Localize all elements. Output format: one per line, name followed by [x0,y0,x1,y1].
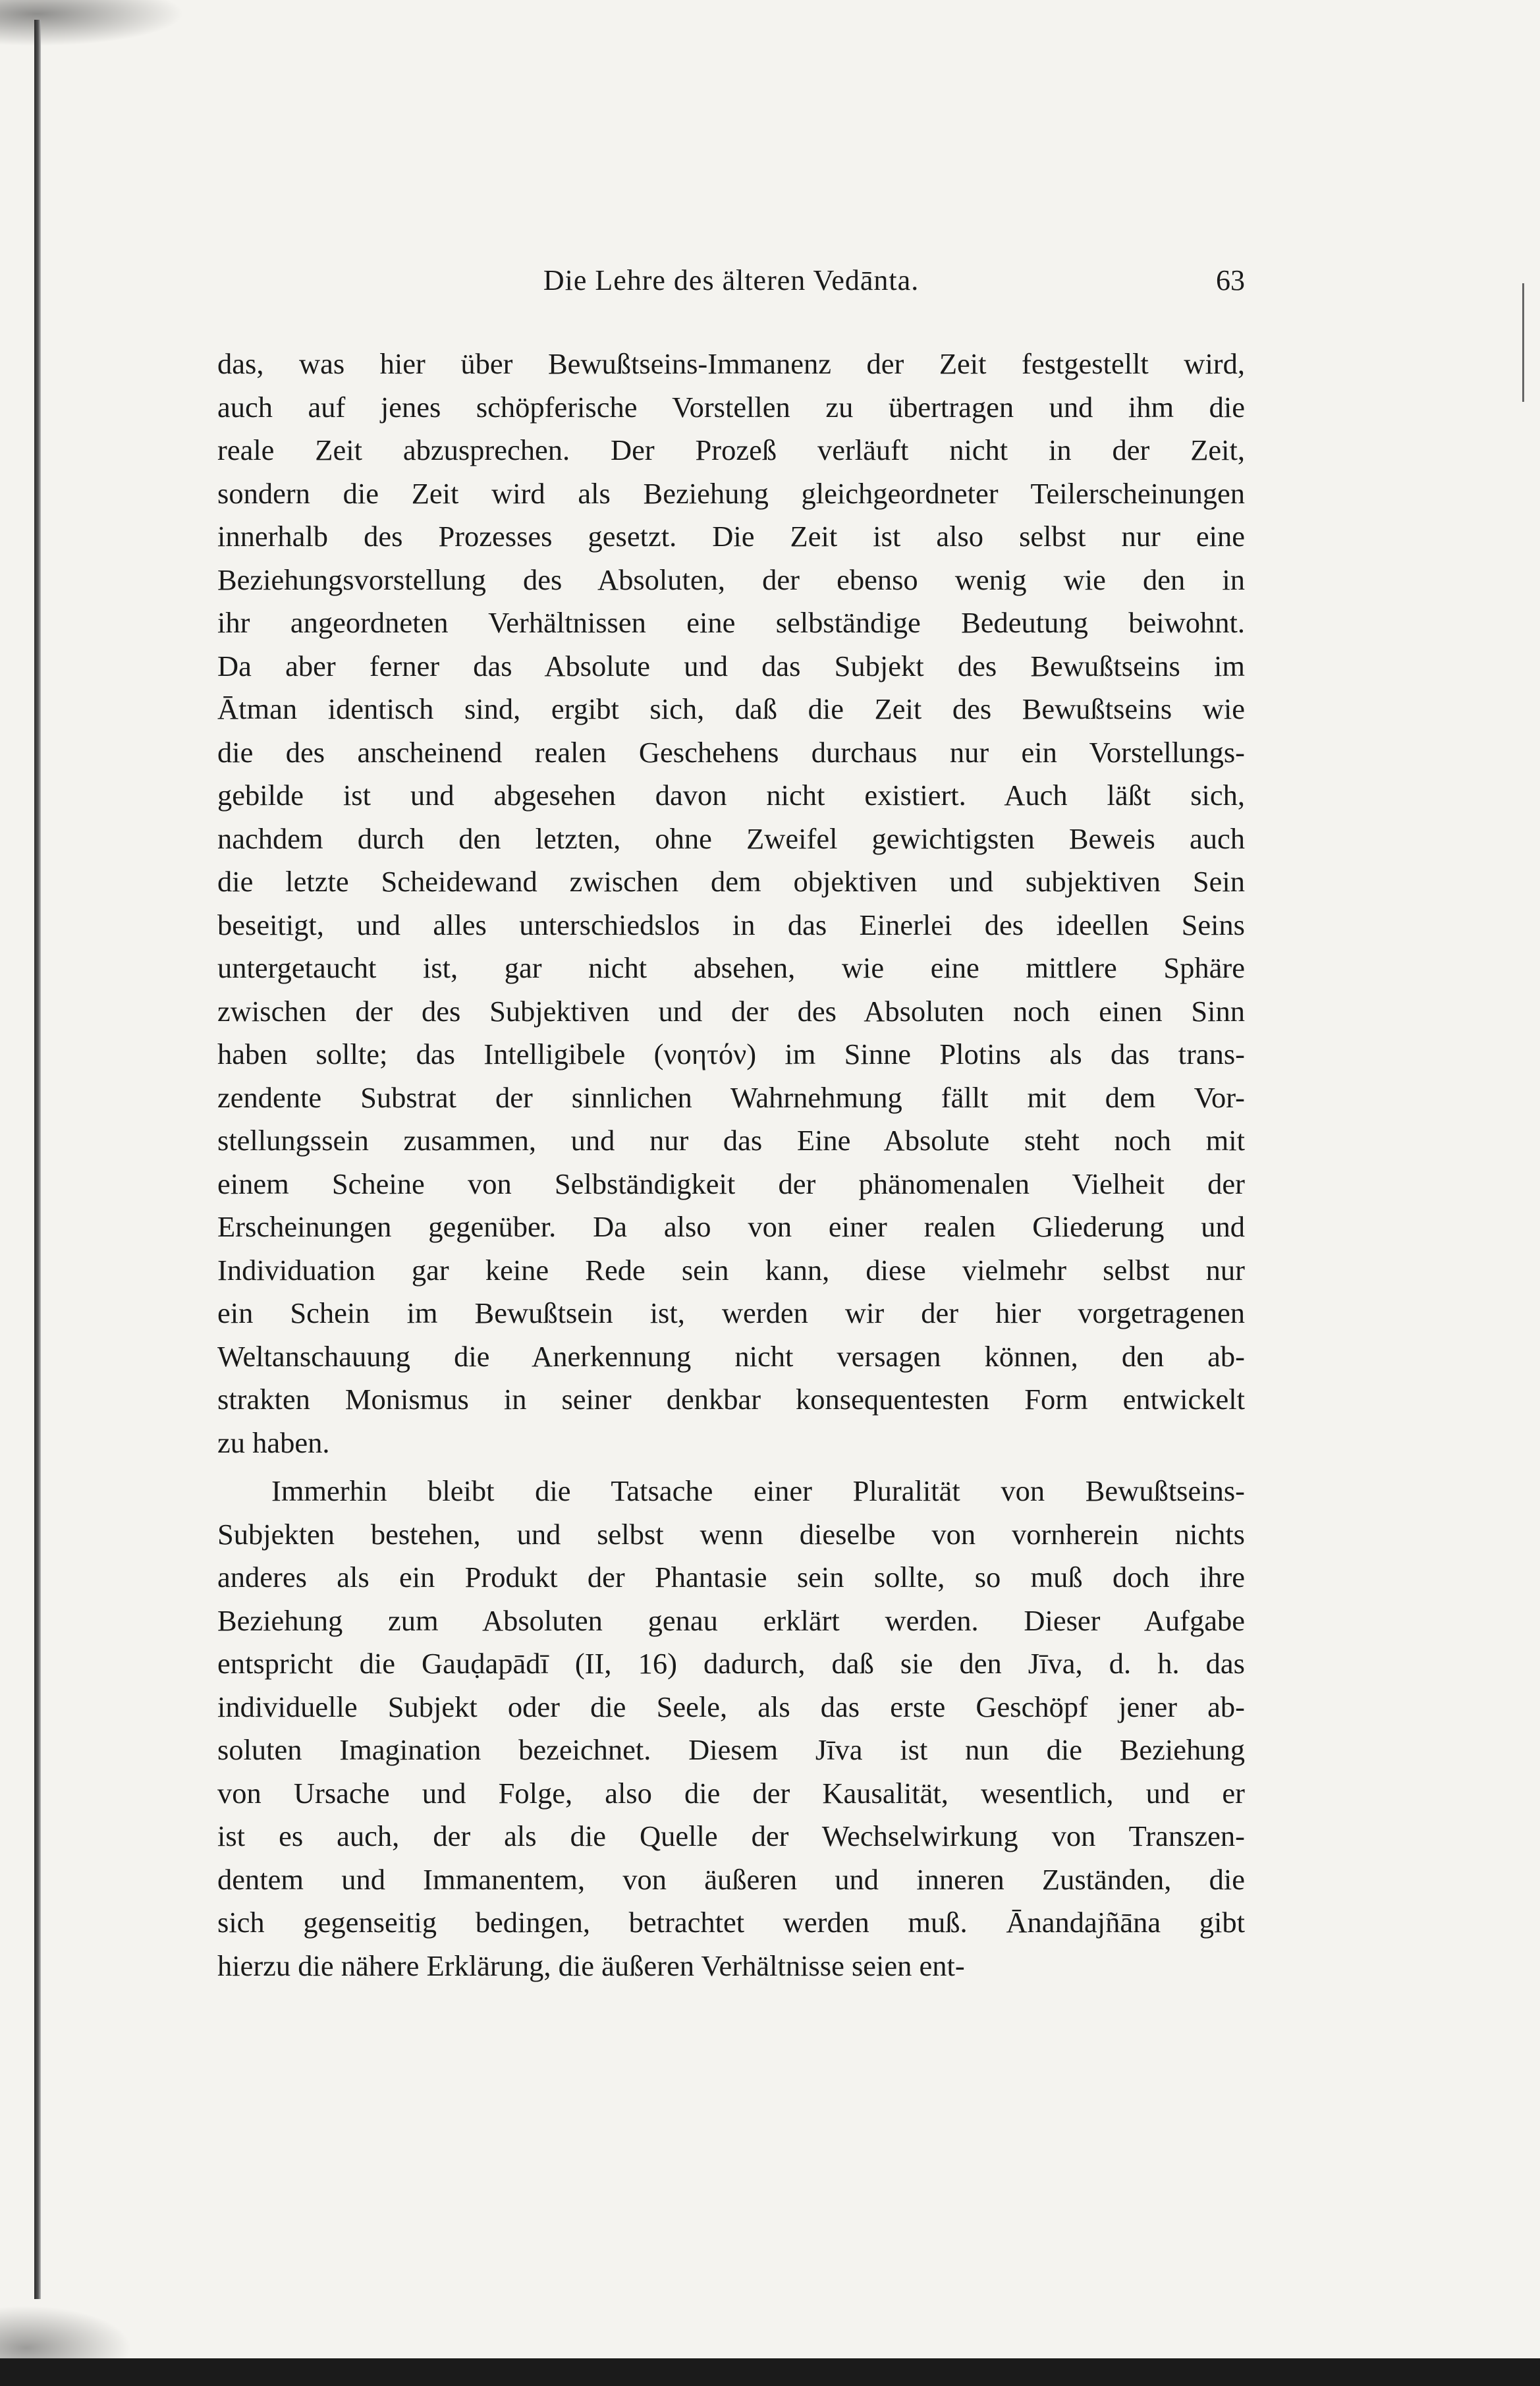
page-number: 63 [1216,264,1245,296]
text-line: sondern die Zeit wird als Beziehung gleichgeordneter Teilerscheinungen [217,476,1245,510]
text-line: individuelle Subjekt oder die Seele, als das erste Geschöpf jener ab- [217,1690,1245,1723]
text-line: Ātman identisch sind, ergibt sich, daß die Zeit des Bewußtseins wie [217,692,1245,725]
text-line: Subjekten bestehen, und selbst wenn dieselbe von vornherein nichts [217,1517,1245,1551]
text-line: beseitigt, und alles unterschiedslos in das Einerlei des ideellen Seins [217,908,1245,941]
text-line: entspricht die Gauḍapādī (II, 16) dadurch, daß sie den Jīva, d. h. das [217,1647,1245,1680]
scan-bottom-border [0,2358,1540,2386]
text-line: Individuation gar keine Rede sein kann, diese vielmehr selbst nur [217,1253,1245,1287]
text-line: Beziehung zum Absoluten genau erklärt werden. Dieser Aufgabe [217,1603,1245,1637]
paragraph-2 [217,1470,1245,1987]
text-line: innerhalb des Prozesses gesetzt. Die Zeit ist also selbst nur eine [217,520,1245,553]
text-line: ist es auch, der als die Quelle der Wechselwirkung von Transzen- [217,1819,1245,1852]
text-line: nachdem durch den letzten, ohne Zweifel gewichtigsten Beweis auch [217,821,1245,855]
text-line: zendente Substrat der sinnlichen Wahrnehmung fällt mit dem Vor- [217,1080,1245,1114]
text-line: das, was hier über Bewußtseins-Immanenz der Zeit festgestellt wird, [217,347,1245,380]
scan-smudge-top [0,0,184,46]
text-line: anderes als ein Produkt der Phantasie sein sollte, so muß doch ihre [217,1561,1245,1594]
text-line: strakten Monismus in seiner denkbar konsequentesten Form entwickelt [217,1383,1245,1416]
text-line: auch auf jenes schöpferische Vorstellen zu übertragen und ihm die [217,390,1245,424]
text-line: Beziehungsvorstellung des Absoluten, der ebenso wenig wie den in [217,563,1245,596]
text-line: Da aber ferner das Absolute und das Subjekt des Bewußtseins im [217,649,1245,682]
text-line: dentem und Immanentem, von äußeren und inneren Zuständen, die [217,1862,1245,1896]
paragraph-1 [217,343,1245,1464]
scan-smudge-bottom [0,2306,132,2358]
text-line: einem Scheine von Selbständigkeit der phänomenalen Vielheit der [217,1167,1245,1200]
book-page [217,264,1245,1987]
text-line: reale Zeit abzusprechen. Der Prozeß verläuft nicht in der Zeit, [217,433,1245,466]
running-head [217,264,1245,303]
text-line: haben sollte; das Intelligibele (νοητόν) im Sinne Plotins als das trans- [217,1038,1245,1070]
text-line: zu haben. [217,1426,330,1459]
text-line: soluten Imagination bezeichnet. Diesem Jīva ist nun die Beziehung [217,1733,1245,1766]
scan-binding-edge [34,20,41,2299]
text-line: von Ursache und Folge, also die der Kausalität, wesentlich, und er [217,1776,1245,1810]
text-line: die des anscheinend realen Geschehens durchaus nur ein Vorstellungs- [217,735,1245,769]
text-line: Immerhin bleibt die Tatsache einer Pluralität von Bewußtseins- [271,1474,1245,1507]
text-line: zwischen der des Subjektiven und der des Absoluten noch einen Sinn [217,994,1245,1028]
text-line: Erscheinungen gegenüber. Da also von einer realen Gliederung und [217,1210,1245,1243]
running-title: Die Lehre des älteren Vedānta. [543,264,920,296]
text-line: ihr angeordneten Verhältnissen eine selbständige Bedeutung beiwohnt. [217,606,1245,639]
text-line: stellungssein zusammen, und nur das Eine Absolute steht noch mit [217,1124,1245,1157]
text-line: ein Schein im Bewußtsein ist, werden wir der hier vorgetragenen [217,1296,1245,1329]
text-line: gebilde ist und abgesehen davon nicht existiert. Auch läßt sich, [217,779,1245,812]
text-line: Weltanschauung die Anerkennung nicht versagen können, den ab- [217,1339,1245,1373]
text-line: hierzu die nähere Erklärung, die äußeren Verhältnisse seien ent- [217,1949,965,1982]
scan-margin-mark [1522,283,1524,402]
text-line: die letzte Scheidewand zwischen dem objektiven und subjektiven Sein [217,865,1245,898]
text-line: untergetaucht ist, gar nicht absehen, wie eine mittlere Sphäre [217,951,1245,984]
text-line: sich gegenseitig bedingen, betrachtet werden muß. Ānandajñāna gibt [217,1906,1245,1939]
